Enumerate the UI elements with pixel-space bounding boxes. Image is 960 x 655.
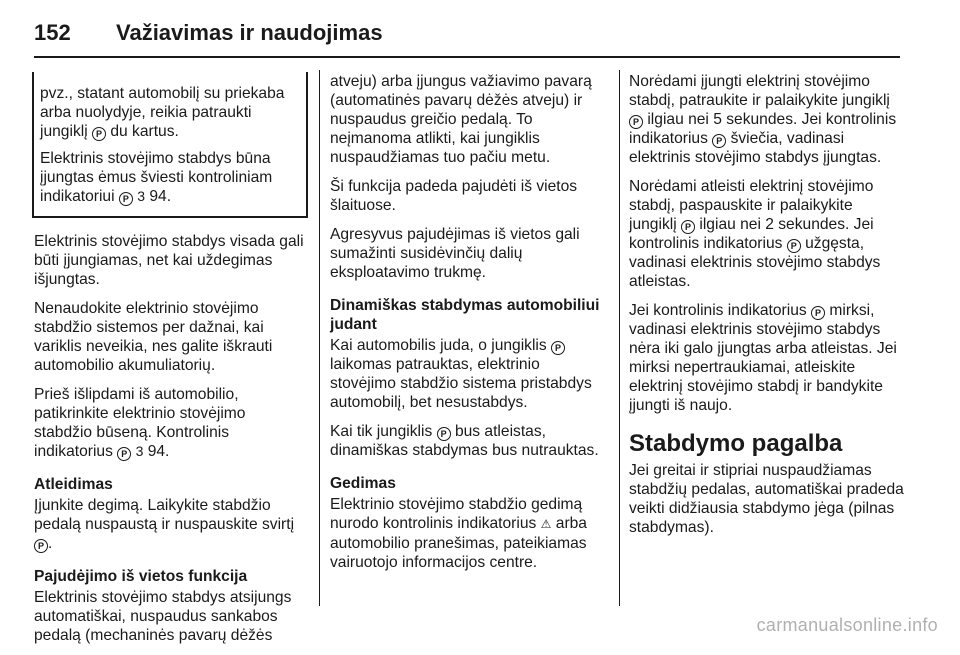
subheading-dynamic-braking: Dinamiškas stabdymas automobiliui judant — [330, 297, 600, 333]
paragraph: Norėdami atleisti elektrinį stovėjimo stabdį, paspauskite ir palaikykite jungiklį P ilgiau nei 2 sekundes. Jei kontrolinis indikatorius P užgęsta, vadinasi elektrinis stovėjimo stabdys atleistas. — [629, 178, 881, 290]
note-paragraph-2: Elektrinis stovėjimo stabdys būna įjungtas ėmus šviesti kontroliniam indikatoriui P 3 94. — [40, 150, 273, 205]
parking-brake-icon: P — [551, 341, 565, 355]
parking-brake-icon: P — [681, 220, 695, 234]
parking-brake-icon: P — [117, 447, 131, 461]
paragraph: Nenaudokite elektrinio stovėjimo stabdžio sistemos per dažnai, kai variklis neveikia, nes galite iškrauti automobilio akumuliatorių. — [34, 300, 273, 374]
parking-brake-icon: P — [34, 539, 48, 553]
paragraph: Įjunkite degimą. Laikykite stabdžio pedalą nuspaustą ir nuspauskite svirtį P . — [34, 497, 295, 552]
parking-brake-icon: P — [437, 427, 451, 441]
parking-brake-icon: P — [92, 127, 106, 141]
paragraph: Agresyvus pajudėjimas iš vietos gali sumažinti susidėvinčių dalių eksploatavimo trukmę. — [330, 226, 580, 281]
column-2 — [330, 72, 602, 582]
page-ref-icon[interactable]: 3 — [137, 188, 146, 204]
page-ref-icon[interactable]: 3 — [135, 443, 144, 459]
subheading-fault: Gedimas — [330, 475, 396, 492]
page-title: Važiavimas ir naudojimas — [116, 20, 383, 45]
parking-brake-icon: P — [629, 115, 643, 129]
paragraph: Prieš išlipdami iš automobilio, patikrinkite elektrinio stovėjimo stabdžio būseną. Kontrolinis indikatorius P 3 94. — [34, 386, 246, 460]
paragraph: Elektrinis stovėjimo stabdys visada gali būti įjungiamas, net kai uždegimas išjungtas. — [34, 233, 304, 288]
column-divider-1 — [319, 70, 320, 606]
paragraph: Elektrinis stovėjimo stabdys atsijungs automatiškai, nuspaudus sankabos pedalą (mechaninės pavarų dėžės — [34, 589, 292, 644]
watermark: carmanualsonline.info — [756, 615, 938, 635]
warning-icon: ⚠ — [540, 517, 552, 531]
header-divider — [34, 56, 900, 58]
section-heading-brake-assist: Stabdymo pagalba — [629, 430, 843, 457]
note-paragraph-1: pvz., statant automobilį su priekaba arba nuolydyje, reikia patraukti jungiklį P du kartus. — [40, 85, 285, 140]
paragraph: Ši funkcija padeda pajudėti iš vietos šlaituose. — [330, 178, 578, 214]
paragraph: Elektrinio stovėjimo stabdžio gedimą nurodo kontrolinis indikatorius ⚠ arba automobilio pranešimas, pateikiamas vairuotojo informacijos centre. — [330, 496, 587, 571]
page-ref-link[interactable]: 94. — [147, 443, 170, 460]
page-header — [34, 18, 900, 60]
page-ref-link[interactable]: 94. — [149, 188, 172, 205]
subheading-release: Atleidimas — [34, 476, 113, 493]
paragraph: Kai automobilis juda, o jungiklis P laikomas patrauktas, elektrinio stovėjimo stabdžio sistema pristabdys automobilį, bet nesustabdys. — [330, 337, 592, 411]
subheading-drive-away: Pajudėjimo iš vietos funkcija — [34, 568, 248, 585]
column-1 — [34, 72, 304, 655]
column-divider-2 — [619, 70, 620, 606]
paragraph: Kai tik jungiklis P bus atleistas, dinamiškas stabdymas bus nutrauktas. — [330, 423, 599, 459]
page-number: 152 — [34, 20, 71, 45]
paragraph: Jei greitai ir stipriai nuspaudžiamas stabdžių pedalas, automatiškai pradeda veikti didžiausia stabdymo jėga (pilnas stabdymas). — [629, 462, 904, 536]
paragraph: Jei kontrolinis indikatorius P mirksi, vadinasi elektrinis stovėjimo stabdys nėra iki galo įjungtas arba atleistas. Jei mirksi nepertraukiamai, atleiskite elektrinį stovėjimo stabdį ir bandykite įjungti iš naujo. — [629, 302, 897, 414]
paragraph: Norėdami įjungti elektrinį stovėjimo stabdį, patraukite ir palaikykite jungiklį P ilgiau nei 5 sekundes. Jei kontrolinis indikatorius P šviečia, vadinasi elektrinis stovėjimo stabdys įjungtas. — [629, 73, 897, 166]
parking-brake-icon: P — [787, 239, 801, 253]
parking-brake-icon: P — [712, 134, 726, 148]
note-box — [32, 72, 308, 218]
paragraph: atveju) arba įjungus važiavimo pavarą (automatinės pavarų dėžės atveju) ir nuspaudus greičio pedalą. To neįmanoma atlikti, kai jungiklis nuspaudžiamas tuo pačiu metu. — [330, 73, 592, 166]
parking-brake-icon: P — [119, 192, 133, 206]
parking-brake-icon: P — [811, 306, 825, 320]
column-3 — [629, 72, 904, 547]
